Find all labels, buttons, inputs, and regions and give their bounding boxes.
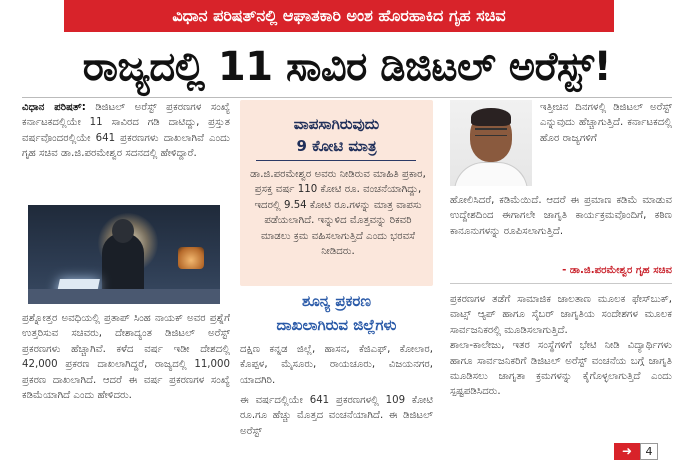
quote-divider xyxy=(450,283,672,284)
quote-text-top: ಇತ್ತೀಚಿನ ದಿನಗಳಲ್ಲಿ ಡಿಜಿಟಲ್ ಅರೆಸ್ಟ್ ಎನ್ನುವುದು ಹೆಚ್ಚಾಗುತ್ತಿದೆ. ಕರ್ನಾಟಕದಲ್ಲಿ ಹೊರ ರಾಜ್ಯಗಳಿಗೆ xyxy=(540,102,672,144)
highlight-box-text: ಡಾ.ಜಿ.ಪರಮೇಶ್ವರ ಅವರು ನೀಡಿರುವ ಮಾಹಿತಿ ಪ್ರಕಾರ, ಪ್ರಸಕ್ತ ವರ್ಷ 110 ಕೋಟಿ ರೂ. ವಂಚನೆಯಾಗಿದ್ದು, ಇದರಲ್ಲಿ 9.54 ಕೋಟಿ ರೂ.ಗಳನ್ನು ಮಾತ್ರ ವಾಪಸು ಪಡೆಯಲಾಗಿದೆ. ಇನ್ನುಳಿದ ಮೊತ್ತವನ್ನು ರಿಕವರಿ ಮಾಡಲು ಕ್ರಮ ವಹಿಸಲಾಗುತ್ತಿದೆ ಎಂದು ಭರವಸೆ ನೀಡಿದರು. xyxy=(250,169,426,258)
quote-text-rest: ಹೋಲಿಸಿದರೆ, ಕಡಿಮೆಯಿದೆ. ಆದರೆ ಈ ಪ್ರಮಾಣ ಕಡಿಮೆ ಮಾಡುವ ಉದ್ದೇಶದಿಂದ ಈಗಾಗಲೇ ಜಾಗೃತಿ ಕಾರ್ಯಕ್ರಮವೊಂದಿಗೆ, ಕಠಿಣ ಕಾನೂನುಗಳನ್ನು ರೂಪಿಸಲಾಗುತ್ತಿದೆ. xyxy=(450,195,672,237)
quote-top xyxy=(540,100,672,146)
dateline: ವಿಧಾನ ಪರಿಷತ್: xyxy=(22,102,86,113)
highlight-title-line-1: ವಾಪಸಾಗಿರುವುದು xyxy=(293,115,380,133)
highlight-title-line-2: 9 ಕೋಟಿ ಮಾತ್ರ xyxy=(296,137,377,155)
districts-list xyxy=(240,342,433,388)
kicker-banner: ವಿಧಾನ ಪರಿಷತ್‌ನಲ್ಲಿ ಆಘಾತಕಾರಿ ಅಂಶ ಹೊರಹಾಕಿದ ಗೃಹ ಸಚಿವ xyxy=(64,0,614,32)
page-number: 4 xyxy=(640,443,658,460)
digital-arrest-illustration-image xyxy=(28,205,220,304)
quote-rest xyxy=(450,193,672,239)
headline: ರಾಜ್ಯದಲ್ಲಿ 11 ಸಾವಿರ ಡಿಜಿಟಲ್ ಅರೆಸ್ಟ್! xyxy=(82,44,612,90)
article-paragraph-2: ಪ್ರಶ್ನೋತ್ತರ ಅವಧಿಯಲ್ಲಿ ಪ್ರತಾಪ್ ಸಿಂಹ ನಾಯಕ್ ಅವರ ಪ್ರಶ್ನೆಗೆ ಉತ್ತರಿಸುವ ಸಚಿವರು, ದೇಶಾದ್ಯಂತ ಡಿಜಿಟಲ್ ಅರೆಸ್ಟ್ ಪ್ರಕರಣಗಳು ಹೆಚ್ಚಾಗಿವೆ. ಕಳೆದ ವರ್ಷ ಇಡೀ ದೇಶದಲ್ಲಿ 42,000 ಪ್ರಕರಣ ದಾಖಲಾಗಿದ್ದರೆ, ರಾಜ್ಯದಲ್ಲಿ 11,000 ಪ್ರಕರಣ ದಾಖಲಾಗಿದೆ. ಆದರೆ ಈ ವರ್ಷ ಪ್ರಕರಣಗಳ ಸಂಖ್ಯೆ ಕಡಿಮೆಯಾಗಿದೆ ಎಂದು ಹೇಳಿದರು. xyxy=(22,313,230,402)
headline-divider xyxy=(22,97,672,98)
districts-text: ದಕ್ಷಿಣ ಕನ್ನಡ ಜಿಲ್ಲೆ, ಹಾಸನ, ಕೆಜಿಎಫ್, ಕೋಲಾರ, ಕೊಪ್ಪಳ, ಮೈಸೂರು, ರಾಯಚೂರು, ವಿಜಯನಗರ, ಯಾದಗಿರಿ. xyxy=(240,344,433,386)
quote-attribution: - ಡಾ.ಜಿ.ಪರಮೇಶ್ವರ ಗೃಹ ಸಚಿವ xyxy=(562,265,672,276)
article-paragraph-4: ಪ್ರಕರಣಗಳ ತಡೆಗೆ ಸಾಮಾಜಿಕ ಜಾಲತಾಣ ಮೂಲಕ ಫೇಸ್‌ಬುಕ್, ವಾಟ್ಸ್ ಆ್ಯಪ್ ಹಾಗೂ ಸೈಬರ್ ಜಾಗೃತಿಯ ಸಂದೇಶಗಳ ಮೂಲಕ ಸಾರ್ವಜನಿಕರಲ್ಲಿ ಮೂಡಿಸಲಾಗುತ್ತಿದೆ. xyxy=(450,294,672,336)
article-lead-paragraph xyxy=(22,100,230,162)
subhead-line-1: ಶೂನ್ಯ ಪ್ರಕರಣ xyxy=(301,292,372,310)
subhead-line-2: ದಾಖಲಾಗಿರುವ ಜಿಲ್ಲೆಗಳು xyxy=(276,316,397,334)
highlight-box-title xyxy=(240,113,433,157)
bed xyxy=(28,289,220,304)
highlight-box-body xyxy=(250,167,426,259)
next-page-arrow-icon[interactable]: ➜ xyxy=(614,443,640,460)
article-column-1-continued xyxy=(22,311,230,403)
article-paragraph-3: ಈ ವರ್ಷದಲ್ಲಿಯೇ 641 ಪ್ರಕರಣಗಳಲ್ಲಿ 109 ಕೋಟಿ ರೂ.ಗೂ ಹೆಚ್ಚು ಮೊತ್ತದ ವಂಚನೆಯಾಗಿದೆ. ಈ ಡಿಜಿಟಲ್ ಅರೆಸ್ಟ್ xyxy=(240,395,433,437)
minister-portrait-image xyxy=(450,100,532,186)
article-paragraph-5: ಶಾಲಾ-ಕಾಲೇಜು, ಇತರ ಸಂಸ್ಥೆಗಳಿಗೆ ಭೇಟಿ ನೀಡಿ ವಿದ್ಯಾರ್ಥಿಗಳು ಹಾಗೂ ಸಾರ್ವಜನಿಕರಿಗೆ ಡಿಜಿಟಲ್ ಅರೆಸ್ಟ್ ವಂಚನೆಯ ಬಗ್ಗೆ ಜಾಗೃತಿ ಮೂಡಿಸಲು ಜಾಗೃತಾ ಕ್ರಮಗಳನ್ನು ಕೈಗೊಳ್ಳಲಾಗುತ್ತಿದೆ ಎಂದು ಸ್ಪಷ್ಟಪಡಿಸಿದರು. xyxy=(450,340,672,398)
lamp xyxy=(178,247,204,269)
portrait-shirt xyxy=(454,162,528,186)
portrait-glasses xyxy=(475,128,507,136)
zero-cases-subhead xyxy=(240,289,433,337)
article-column-3 xyxy=(450,292,672,400)
article-column-2-continued xyxy=(240,393,433,439)
article-column-1 xyxy=(22,100,230,162)
article-paragraph-1: ಡಿಜಿಟಲ್ ಅರೆಸ್ಟ್ ಪ್ರಕರಣಗಳ ಸಂಖ್ಯೆ ಕರ್ನಾಟಕದಲ್ಲಿಯೇ 11 ಸಾವಿರದ ಗಡಿ ದಾಟಿದ್ದು, ಪ್ರಸ್ತುತ ವರ್ಷವೊಂದರಲ್ಲಿಯೇ 641 ಪ್ರಕರಣಗಳು ದಾಖಲಾಗಿವೆ ಎಂದು ಗೃಹ ಸಚಿವ ಡಾ.ಜಿ.ಪರಮೇಶ್ವರ ಸದನದಲ್ಲಿ ಹೇಳಿದ್ದಾರೆ. xyxy=(22,102,231,160)
portrait-hair xyxy=(471,108,511,126)
highlight-box-divider xyxy=(256,160,416,161)
